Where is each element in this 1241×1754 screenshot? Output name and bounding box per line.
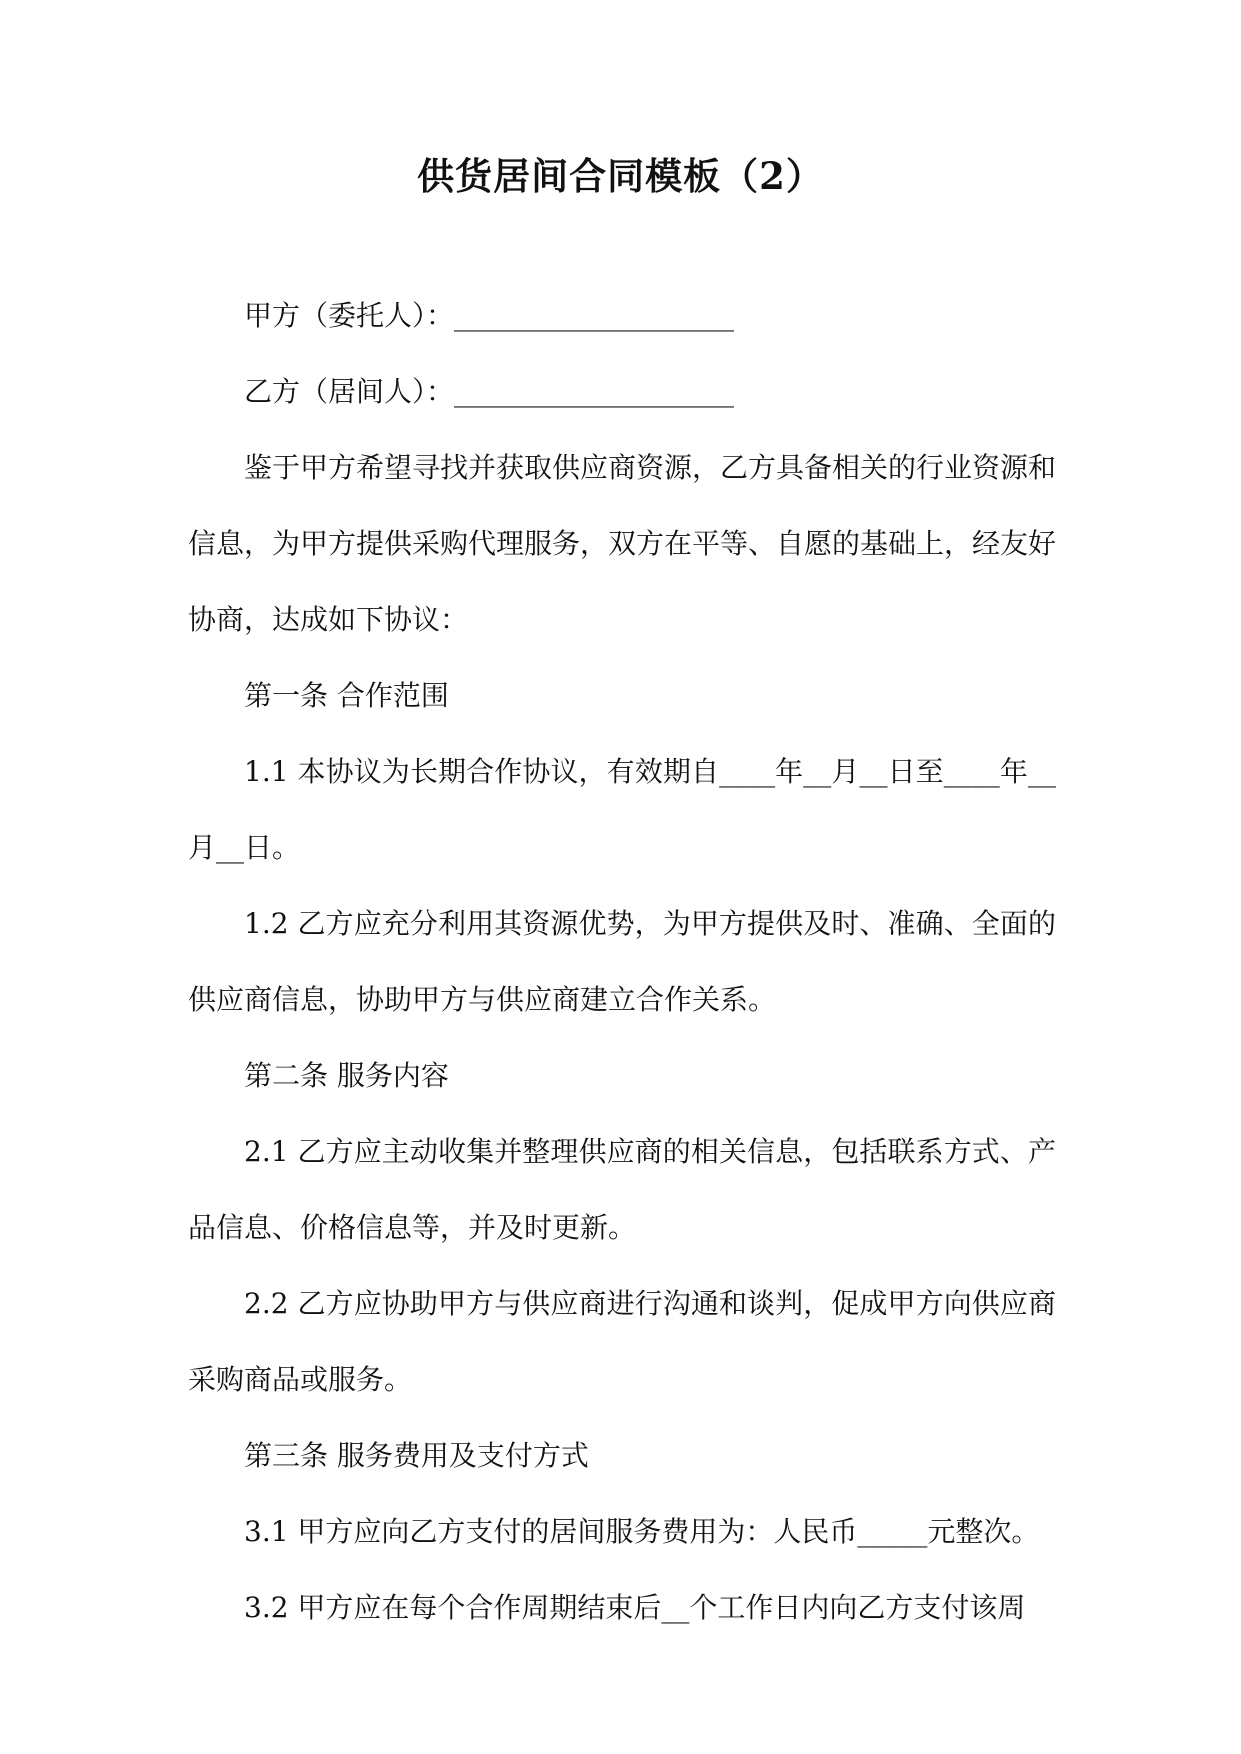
document-body <box>188 278 1056 1646</box>
clause-2-2: 2.2 乙方应协助甲方与供应商进行沟通和谈判，促成甲方向供应商采购商品或服务。 <box>188 1287 1056 1396</box>
document-title: 供货居间合同模板（2） <box>417 154 824 198</box>
party-a-line: 甲方（委托人）：____________________ <box>244 299 735 332</box>
clause-3-1: 3.1 甲方应向乙方支付的居间服务费用为：人民币_____元整次。 <box>244 1515 1040 1548</box>
clause-1-2: 1.2 乙方应充分利用其资源优势，为甲方提供及时、准确、全面的供应商信息，协助甲方与供应商建立合作关系。 <box>188 907 1056 1016</box>
article-1-heading: 第一条 合作范围 <box>244 679 449 712</box>
article-3-heading: 第三条 服务费用及支付方式 <box>244 1439 589 1472</box>
preamble-paragraph: 鉴于甲方希望寻找并获取供应商资源，乙方具备相关的行业资源和信息，为甲方提供采购代理服务，双方在平等、自愿的基础上，经友好协商，达成如下协议： <box>188 451 1057 636</box>
article-2-heading: 第二条 服务内容 <box>244 1059 449 1092</box>
party-b-line: 乙方（居间人）：____________________ <box>244 375 735 408</box>
clause-1-1: 1.1 本协议为长期合作协议，有效期自____年__月__日至____年__月__日。 <box>188 755 1056 864</box>
clause-3-2: 3.2 甲方应在每个合作周期结束后__个工作日内向乙方支付该周 <box>244 1591 1026 1624</box>
clause-2-1: 2.1 乙方应主动收集并整理供应商的相关信息，包括联系方式、产品信息、价格信息等，并及时更新。 <box>188 1135 1056 1244</box>
